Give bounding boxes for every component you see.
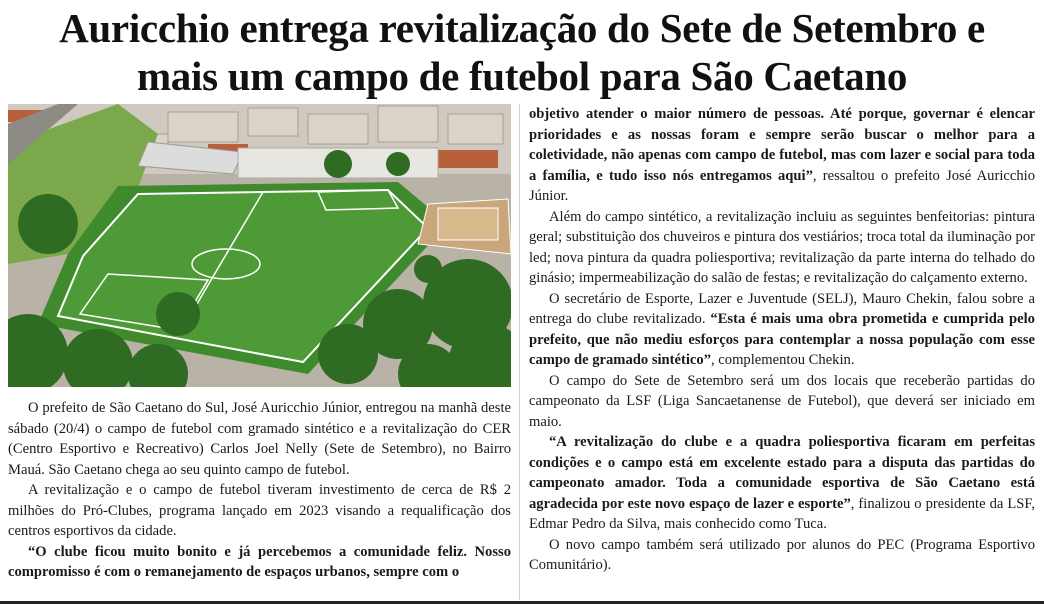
right-text-column xyxy=(529,104,1035,576)
quote-text: “A revitalização do clube e a quadra poliesportiva ficaram em perfeitas condições e o campo está em excelente estado para a disputa das partidas do campeonato amador. Toda a comunidade esportiva de São Caetano está agradecida por este novo espaço de lazer e esporte” xyxy=(529,434,1035,512)
paragraph: O campo do Sete de Setembro será um dos locais que receberão partidas do campeonato da LSF (Liga Sancaetanense de Futebol), que deverá ser iniciado em maio. xyxy=(529,372,1035,430)
quote-text: “O clube ficou muito bonito e já percebemos a comunidade feliz. Nosso compromisso é com o remanejamento de espaços urbanos, sempre com o xyxy=(8,543,511,580)
attribution-text: , complementou Chekin. xyxy=(711,352,855,368)
attribution-text: , ressaltou o prefeito José Auricchio Júnior. xyxy=(529,167,1035,204)
quote-text: “Esta é mais uma obra prometida e cumprida pelo prefeito, que não mediu esforços para contemplar a nossa população com esse campo de gramado sintético” xyxy=(529,311,1035,368)
headline-line-2: mais um campo de futebol para São Caetano xyxy=(136,53,908,99)
paragraph xyxy=(529,289,1035,371)
paragraph xyxy=(529,432,1035,535)
paragraph: A revitalização e o campo de futebol tiveram investimento de cerca de R$ 2 milhões do Pró-Clubes, programa lançado em 2023 visando a requalificação dos centros esportivos da cidade. xyxy=(8,482,511,539)
paragraph-quote-continued xyxy=(529,104,1035,207)
paragraph: Além do campo sintético, a revitalização incluiu as seguintes benfeitorias: pintura geral; substituição dos chuveiros e pintura dos vestiários; troca total da iluminação por led; nova pintura da quadra poliesportiva; revitalização da parte interna do telhado do ginásio; impermeabilização do salão de festas; e revitalização do calçamento externo. xyxy=(529,208,1035,286)
aerial-photo-football-field xyxy=(8,104,511,387)
left-text-column xyxy=(8,398,511,583)
quote-text: objetivo atender o maior número de pessoas. Até porque, governar é elencar prioridades e as nossas foram e sempre serão buscar o melhor para a coletividade, não apenas com campo de futebol, mas com lazer e social para toda a família, e tudo isso nós entregamos aqui” xyxy=(529,106,1035,184)
paragraph-quote xyxy=(8,542,511,583)
attribution-text: , finalizou o presidente da LSF, Edmar Pedro da Silva, mais conhecido como Tuca. xyxy=(529,495,1035,532)
paragraph: O prefeito de São Caetano do Sul, José Auricchio Júnior, entregou na manhã deste sábado (20/4) o campo de futebol com gramado sintético e a revitalização do CER (Centro Esportivo e Recreativo) Carlos Joel Nelly (Sete de Setembro), no Bairro Mauá. São Caetano chega ao seu quinto campo de futebol. xyxy=(8,400,511,478)
headline-line-1: Auricchio entrega revitalização do Sete de Setembro e xyxy=(59,5,985,51)
paragraph: O novo campo também será utilizado por alunos do PEC (Programa Esportivo Comunitário). xyxy=(529,536,1035,573)
paragraph-text: O secretário de Esporte, Lazer e Juventude (SELJ), Mauro Chekin, falou sobre a entrega do clube revitalizado. xyxy=(529,290,1035,327)
article-headline xyxy=(0,0,1044,100)
column-divider xyxy=(519,104,520,600)
